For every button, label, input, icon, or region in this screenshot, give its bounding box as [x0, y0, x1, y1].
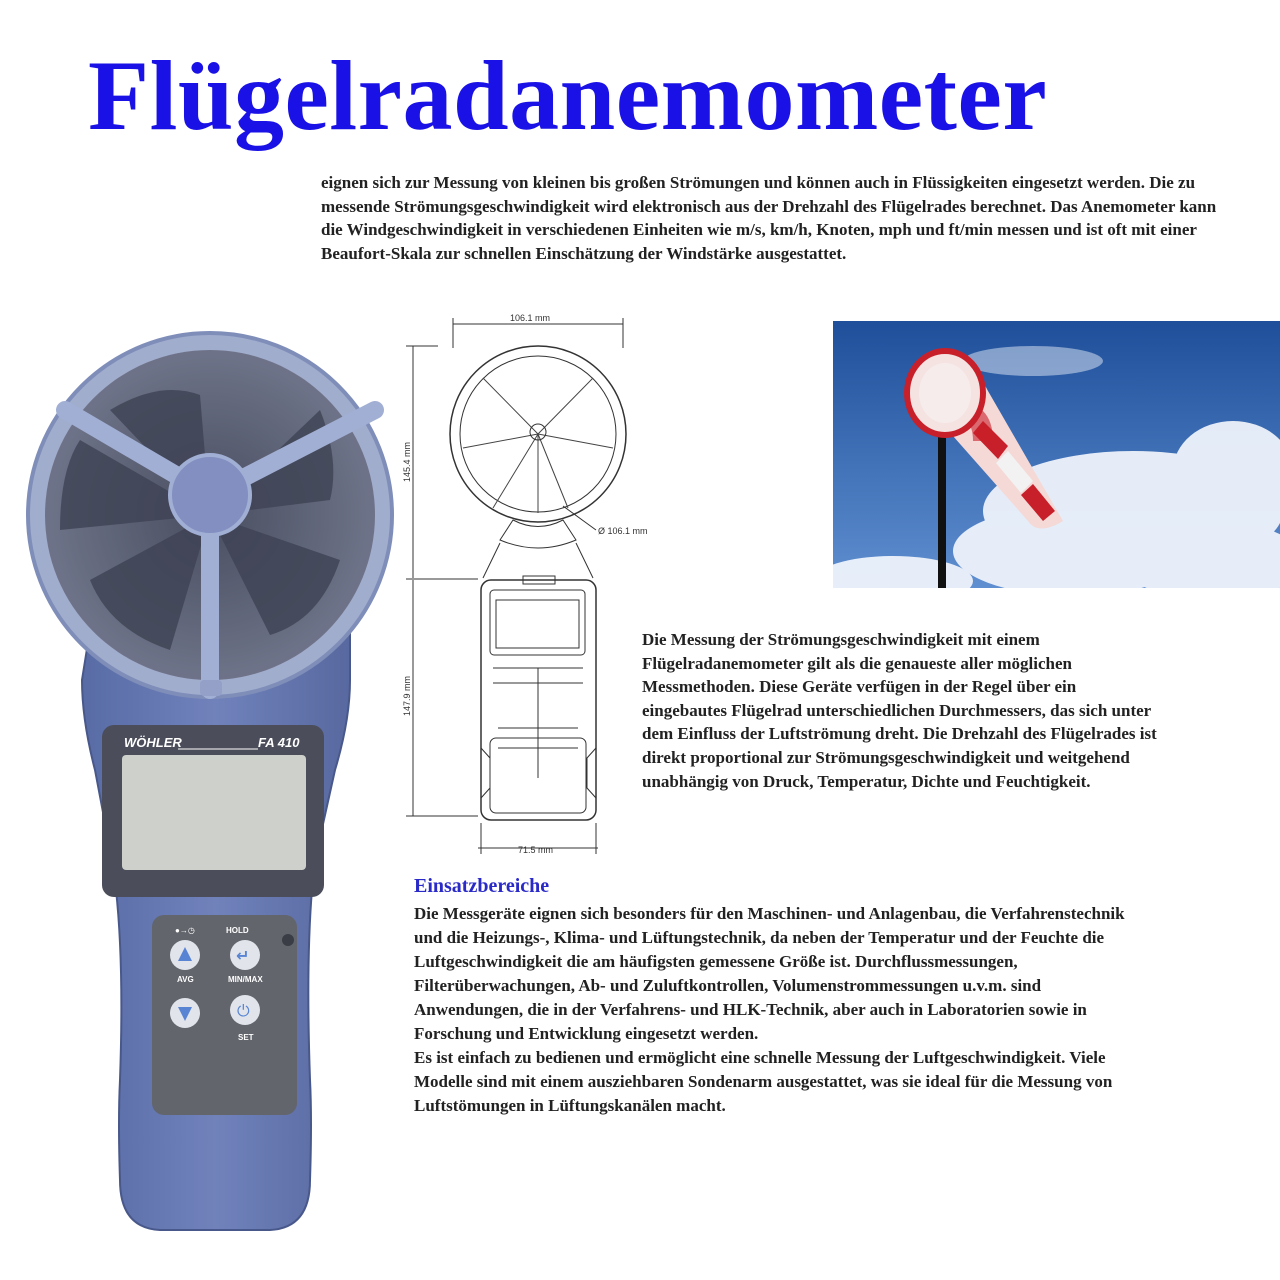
section-paragraph-2: Es ist einfach zu bedienen und ermöglicht eine schnelle Messung der Luftgeschwindigkeit. Viele Modelle sind mit einem ausziehbaren Sondenarm ausgestattet, was sie ideal für die Messung von Luftstömungen in Lüftungskanälen macht. — [414, 1048, 1113, 1115]
intro-paragraph: eignen sich zur Messung von kleinen bis großen Strömungen und können auch in Flüssigkeiten eingesetzt werden. Die zu messende Strömungsgeschwindigkeit wird elektronisch aus der Drehzahl des Flügelrades berechnet. Das Anemometer kann die Windgeschwindigkeit in verschiedenen Einheiten wie m/s, km/h, Knoten, mph und ft/min messen und ist oft mit einer Beaufort-Skala zur schnellen Einschätzung der Windstärke ausgestattet. — [321, 173, 1217, 263]
device-minmax-label: MIN/MAX — [228, 975, 263, 984]
anemometer-photo — [20, 300, 400, 1235]
device-model: FA 410 — [258, 735, 300, 750]
technical-drawing — [398, 308, 663, 856]
page-title: Flügelradanemometer — [88, 40, 1048, 151]
device-set-label: SET — [238, 1033, 254, 1042]
dim-width-top: 106.1 mm — [510, 313, 551, 323]
enter-icon: ↵ — [236, 948, 250, 965]
dim-height-body: 147.9 mm — [402, 675, 412, 716]
device-hold-label: HOLD — [226, 926, 249, 935]
device-brand: WÖHLER — [124, 735, 182, 750]
device-avg-label: AVG — [177, 975, 194, 984]
dim-height-head: 145.4 mm — [402, 441, 412, 482]
section-paragraph-1: Die Messgeräte eignen sich besonders für den Maschinen- und Anlagenbau, die Verfahrenstechnik und die Heizungs-, Klima- und Lüftungstechnik, da neben der Temperatur und der Feuchte die Luftgeschwindigkeit die am häufigsten gemessene Größe ist. Durchflussmessungen, Filterüberwachungen, Ab- und Zuluftkontrollen, Volumenstrommessungen u.v.m. sind Anwendungen, die in der Verfahrens- und HLK-Technik, aber auch in Laboratorien sowie in Forschung und Entwicklung eingesetzt werden. — [414, 904, 1125, 1043]
dim-width-bottom: 71.5 mm — [518, 845, 554, 855]
dim-diameter: Ø 106.1 mm — [598, 526, 648, 536]
windsock-photo — [833, 321, 1280, 588]
middle-paragraph: Die Messung der Strömungsgeschwindigkeit mit einem Flügelradanemometer gilt als die genaueste aller möglichen Messmethoden. Diese Geräte verfügen in der Regel über ein eingebautes Flügelrad unterschiedlichen Durchmessers, das sich unter dem Einfluss der Luftströmung dreht. Die Drehzahl des Flügelrades ist direkt proportional zur Strömungsgeschwindigkeit und weitgehend unabhängig von Druck, Temperatur, Dichte und Feuchtigkeit. — [642, 630, 1157, 791]
mode-icon: ●→◷ — [175, 926, 195, 935]
section-body — [414, 902, 1144, 1118]
section-heading: Einsatzbereiche — [414, 875, 550, 897]
power-icon: ⏻ — [237, 1003, 250, 1020]
